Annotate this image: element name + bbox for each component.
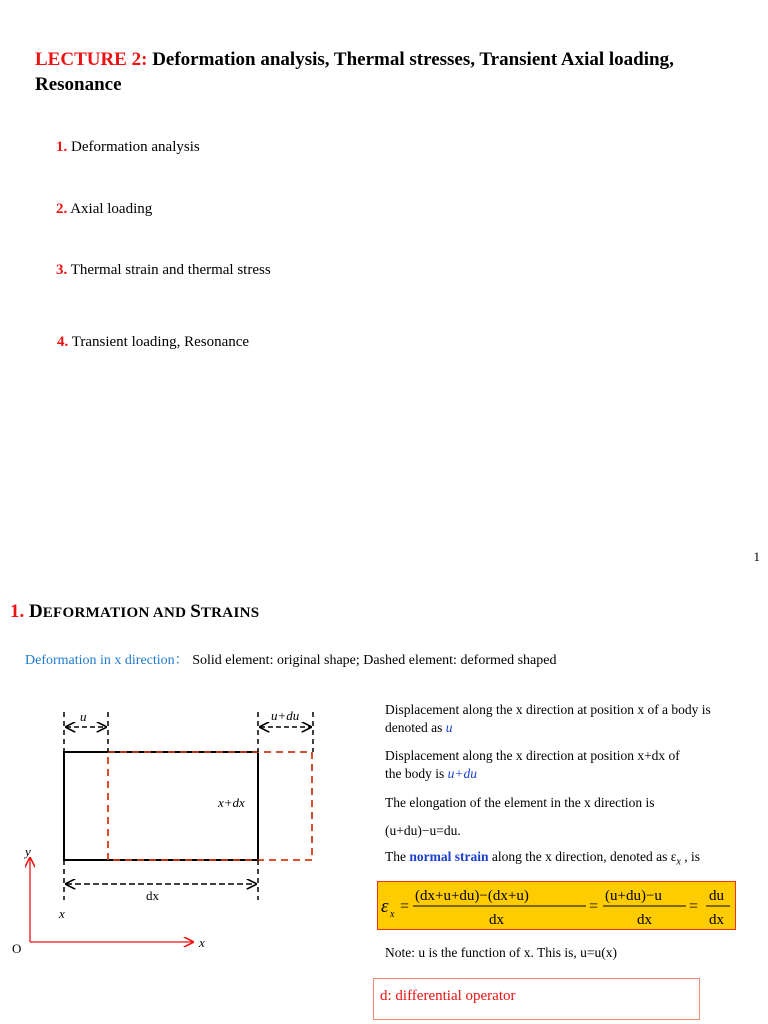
normal-strain-term: normal strain <box>409 849 489 864</box>
formula-equals-2: = <box>589 898 599 915</box>
deformed-element <box>108 752 312 860</box>
paragraph-subscript: x <box>676 856 681 868</box>
list-item <box>56 262 271 279</box>
formula-epsilon-subscript: x <box>390 909 395 920</box>
formula-frac1-denominator: dx <box>489 912 504 928</box>
section-heading <box>10 601 259 623</box>
label-x-axis: x <box>199 935 205 950</box>
section-heading-small-2: TRAINS <box>200 605 260 621</box>
title-lecture-label: LECTURE 2: <box>35 49 148 70</box>
paragraph-text: along the x direction, denoted as ε <box>488 849 677 864</box>
list-item-label: Transient loading, Resonance <box>71 334 250 350</box>
label-y-axis: y <box>25 844 31 859</box>
paragraph-text: Displacement along the x direction at position x+dx of the body is <box>385 748 680 781</box>
paragraph-variable: u+du <box>447 766 477 781</box>
paragraph-normal-strain <box>385 848 745 872</box>
title-text: Deformation analysis, Thermal stresses, Transient Axial loading, Resonance <box>35 49 674 95</box>
subtitle-text: Solid element: original shape; Dashed element: deformed shaped <box>188 653 557 668</box>
paragraph-text: Displacement along the x direction at position x of a body is denoted as <box>385 702 711 735</box>
note-function-of-x: Note: u is the function of x. This is, u=u(x) <box>385 945 617 960</box>
section-number: 1. <box>10 601 25 622</box>
paragraph-displacement-x <box>385 701 715 737</box>
normal-strain-formula <box>377 881 736 930</box>
list-item-label: Thermal strain and thermal stress <box>70 262 271 278</box>
list-item-number: 3. <box>56 262 68 278</box>
formula-frac2-numerator: (u+du)−u <box>605 888 662 904</box>
formula-frac2-denominator: dx <box>637 912 652 928</box>
formula-frac1-numerator: (dx+u+du)−(dx+u) <box>415 888 529 904</box>
differential-operator-text: d: differential operator <box>380 988 516 1004</box>
formula-equals-1: = <box>400 898 410 915</box>
label-u-du: u+du <box>271 708 300 723</box>
paragraph-elongation: The elongation of the element in the x direction is <box>385 795 655 810</box>
label-x-dx: x+dx <box>218 795 245 810</box>
paragraph-text: , is <box>680 849 700 864</box>
subtitle-lead: Deformation in x direction： <box>25 653 189 668</box>
list-item-label: Deformation analysis <box>71 139 200 155</box>
slide-title <box>35 47 735 97</box>
paragraph-variable: u <box>445 720 453 735</box>
formula-frac3-numerator: du <box>709 888 724 904</box>
list-item-number: 1. <box>56 139 68 155</box>
list-item-label: Axial loading <box>70 201 153 217</box>
paragraph-displacement-x-dx <box>385 747 685 783</box>
label-dx: dx <box>146 888 159 903</box>
list-item-number: 2. <box>56 201 68 217</box>
paragraph-elongation-expression: (u+du)−u=du. <box>385 823 461 838</box>
label-origin: O <box>12 941 22 956</box>
formula-epsilon: ε <box>381 896 389 917</box>
label-x-position: x <box>59 906 65 921</box>
formula-equals-3: = <box>689 898 699 915</box>
subtitle <box>25 649 556 669</box>
deformation-diagram <box>0 695 370 965</box>
list-item <box>56 201 152 218</box>
list-item <box>57 334 249 351</box>
paragraph-text: The <box>385 849 410 864</box>
section-heading-cap-s: S <box>190 601 201 622</box>
section-heading-cap-d: D <box>29 601 43 622</box>
label-u: u <box>80 709 87 724</box>
list-item <box>56 139 200 156</box>
differential-operator-box <box>373 978 700 1020</box>
page-number: 1 <box>753 549 760 564</box>
list-item-number: 4. <box>57 334 69 350</box>
formula-frac3-denominator: dx <box>709 912 724 928</box>
section-heading-small-1: EFORMATION AND <box>42 605 191 621</box>
